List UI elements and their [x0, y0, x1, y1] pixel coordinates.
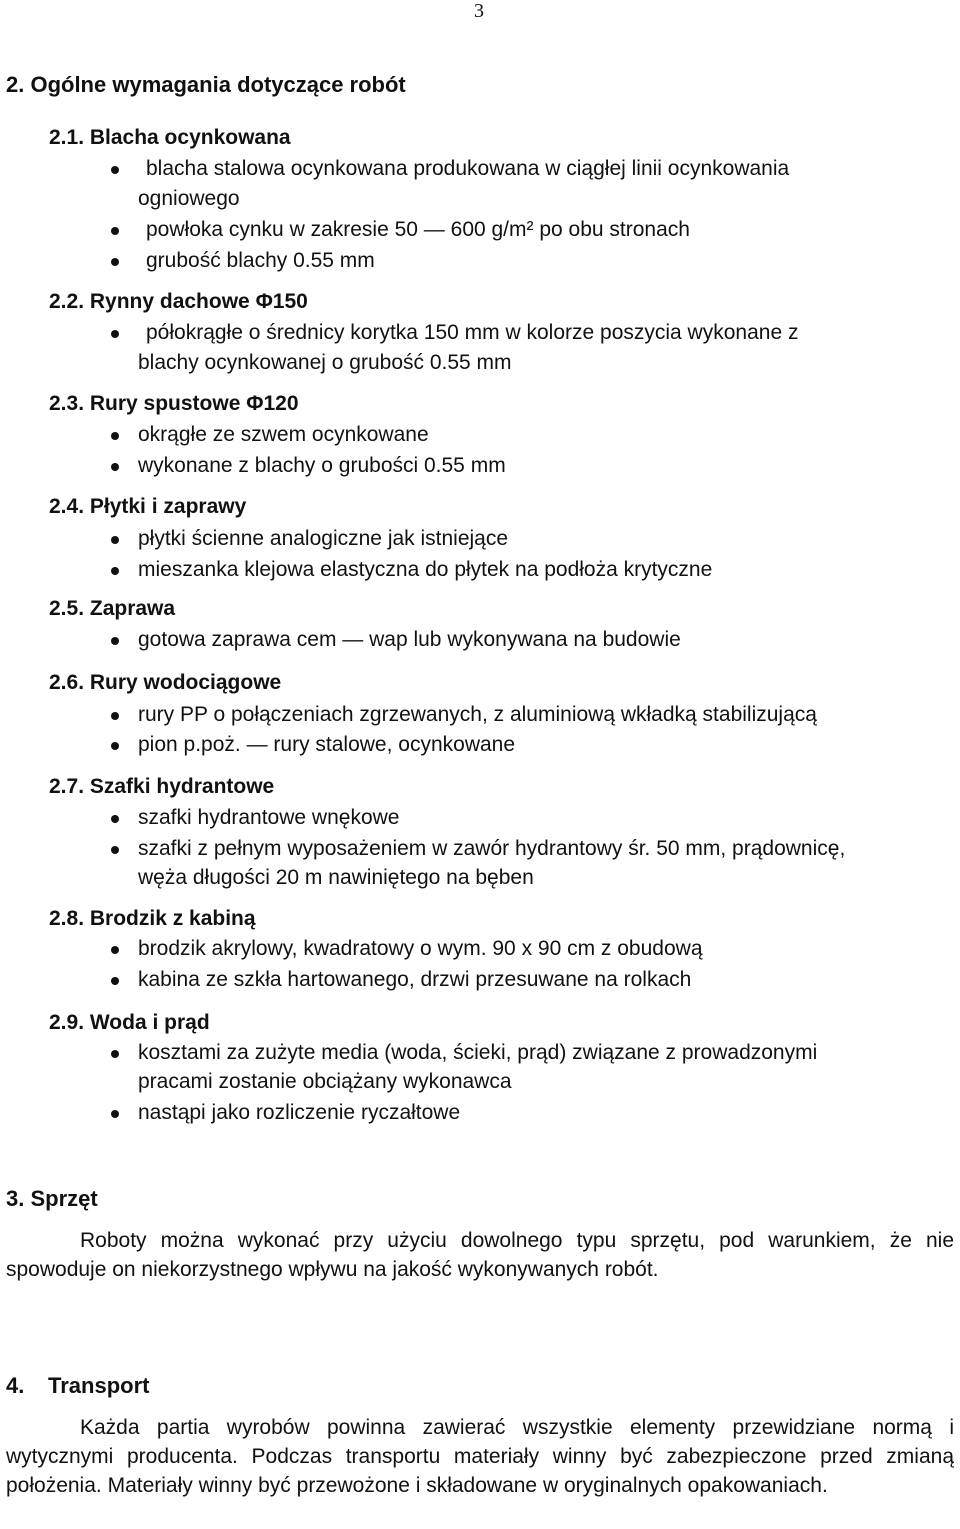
- section-4-title: [6, 1373, 149, 1399]
- list-item: kosztami za zużyte media (woda, ścieki, prąd) związane z prowadzonymi: [138, 1041, 818, 1064]
- list-item: blacha stalowa ocynkowana produkowana w ciągłej linii ocynkowania: [146, 157, 790, 180]
- bullet-icon: [111, 166, 119, 174]
- list-item: okrągłe ze szwem ocynkowane: [138, 423, 429, 446]
- section-number: 4.: [6, 1373, 25, 1398]
- bullet-icon: [111, 977, 119, 985]
- section-2-title: 2. Ogólne wymagania dotyczące robót: [6, 72, 406, 97]
- bullet-icon: [111, 1050, 119, 1058]
- section-4-body: Każda partia wyrobów powinna zawierać wszystkie elementy przewidziane normą i wytycznymi producenta. Podczas transportu materiały winny być zabezpieczone przed zmianą położenia. Materiały winny być przewożone i składowane w oryginalnych opakowaniach.: [6, 1416, 954, 1497]
- bullet-icon: [111, 330, 119, 338]
- section-3-title: [6, 1186, 98, 1212]
- list-item: rury PP o połączeniach zgrzewanych, z aluminiową wkładką stabilizującą: [138, 703, 817, 726]
- list-item: mieszanka klejowa elastyczna do płytek na podłoża krytyczne: [138, 558, 713, 581]
- subsection-heading: 2.1. Blacha ocynkowana: [49, 126, 291, 149]
- bullet-icon: [111, 536, 119, 544]
- bullet-icon: [111, 432, 119, 440]
- bullet-icon: [111, 637, 119, 645]
- list-item: płytki ścienne analogiczne jak istniejące: [138, 527, 509, 550]
- list-item: grubość blachy 0.55 mm: [146, 249, 375, 272]
- bullet-icon: [111, 846, 119, 854]
- bullet-icon: [111, 1110, 119, 1118]
- list-item: półokrągłe o średnicy korytka 150 mm w kolorze poszycia wykonane z: [146, 321, 799, 344]
- list-item-continuation: ogniowego: [138, 187, 240, 210]
- subsection-heading: 2.3. Rury spustowe Φ120: [49, 392, 299, 415]
- list-item-continuation: węża długości 20 m nawiniętego na bęben: [138, 866, 534, 889]
- list-item: nastąpi jako rozliczenie ryczałtowe: [138, 1101, 461, 1124]
- list-item: powłoka cynku w zakresie 50 — 600 g/m² po obu stronach: [146, 218, 690, 241]
- bullet-icon: [111, 946, 119, 954]
- list-item-continuation: pracami zostanie obciążany wykonawca: [138, 1070, 512, 1093]
- bullet-icon: [111, 815, 119, 823]
- subsection-heading: 2.8. Brodzik z kabiną: [49, 907, 256, 930]
- list-item: gotowa zaprawa cem — wap lub wykonywana na budowie: [138, 628, 681, 651]
- subsection-heading: 2.5. Zaprawa: [49, 597, 176, 620]
- bullet-icon: [111, 712, 119, 720]
- subsection-heading: 2.7. Szafki hydrantowe: [49, 775, 275, 798]
- subsection-heading: 2.6. Rury wodociągowe: [49, 671, 282, 694]
- section-3-body: Roboty można wykonać przy użyciu dowolnego typu sprzętu, pod warunkiem, że nie spowoduje on niekorzystnego wpływu na jakość wykonywanych robót.: [6, 1229, 954, 1281]
- list-item: brodzik akrylowy, kwadratowy o wym. 90 x 90 cm z obudową: [138, 937, 703, 960]
- list-item: kabina ze szkła hartowanego, drzwi przesuwane na rolkach: [138, 968, 692, 991]
- bullet-icon: [111, 227, 119, 235]
- list-item: pion p.poż. — rury stalowe, ocynkowane: [138, 733, 516, 756]
- subsection-heading: 2.2. Rynny dachowe Φ150: [49, 290, 308, 313]
- page-number: 3: [474, 0, 484, 22]
- bullet-icon: [111, 463, 119, 471]
- section-title: Sprzęt: [30, 1186, 98, 1211]
- section-number: 3.: [6, 1186, 25, 1211]
- subsection-heading: 2.4. Płytki i zaprawy: [49, 495, 247, 518]
- subsection-heading: 2.9. Woda i prąd: [49, 1011, 210, 1034]
- list-item: szafki z pełnym wyposażeniem w zawór hydrantowy śr. 50 mm, prądownicę,: [138, 837, 846, 860]
- bullet-icon: [111, 742, 119, 750]
- list-item: szafki hydrantowe wnękowe: [138, 806, 400, 829]
- bullet-icon: [111, 258, 119, 266]
- bullet-icon: [111, 567, 119, 575]
- list-item: wykonane z blachy o grubości 0.55 mm: [138, 454, 506, 477]
- list-item-continuation: blachy ocynkowanej o grubość 0.55 mm: [138, 351, 512, 374]
- section-title: Transport: [48, 1373, 150, 1398]
